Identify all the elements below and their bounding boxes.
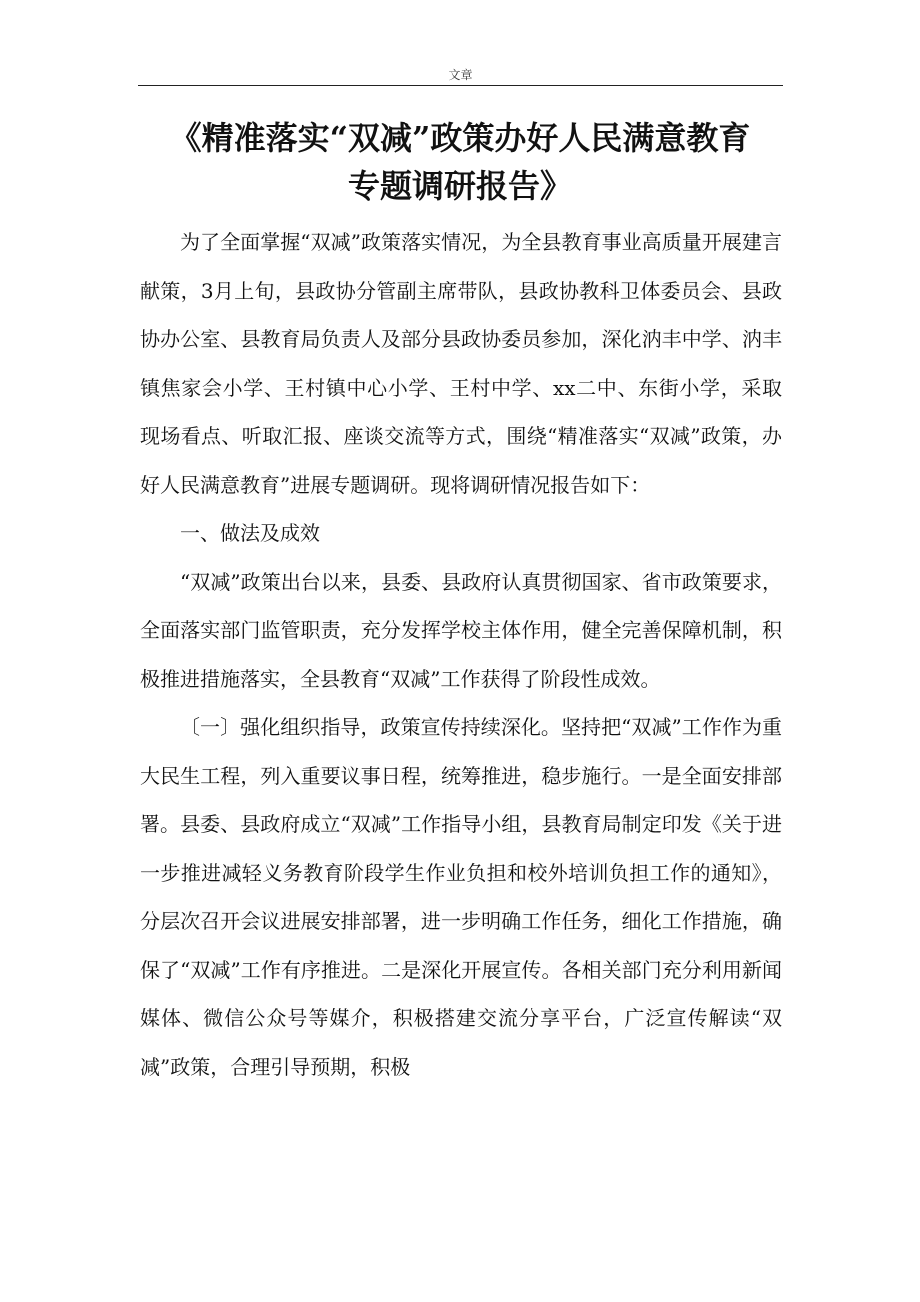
document-body — [140, 218, 782, 1091]
page-header: 文章 — [138, 66, 783, 86]
section-heading: 一、做法及成效 — [180, 521, 320, 545]
document-title — [100, 114, 820, 210]
title-line-1: 《精准落实“双减”政策办好人民满意教育 — [169, 119, 751, 157]
paragraph-subsection-1: 〔一〕强化组织指导，政策宣传持续深化。坚持把“双减”工作作为重大民生工程，列入重要议事日程，统筹推进，稳步施行。一是全面安排部署。县委、县政府成立“双减”工作指导小组，县教育局制定印发《关于进一步推进减轻义务教育阶段学生作业负担和校外培训负担工作的通知》，分层次召开会议进展安排部署，进一步明确工作任务，细化工作措施，确保了“双减”工作有序推进。二是深化开展宣传。各相关部门充分利用新闻媒体、微信公众号等媒介，积极搭建交流分享平台，广泛宣传解读“双减”政策，合理引导预期，积极 — [140, 715, 782, 1079]
paragraph-overview: “双减”政策出台以来，县委、县政府认真贯彻国家、省市政策要求，全面落实部门监管职责，充分发挥学校主体作用，健全完善保障机制，积极推进措施落实，全县教育“双减”工作获得了阶段性成效。 — [140, 569, 782, 691]
paragraph-intro: 为了全面掌握“双减”政策落实情况，为全县教育事业高质量开展建言献策，3月上旬，县政协分管副主席带队，县政协教科卫体委员会、县政协办公室、县教育局负责人及部分县政协委员参加，深化汭丰中学、汭丰镇焦家会小学、王村镇中心小学、王村中学、xx二中、东街小学，采取现场看点、听取汇报、座谈交流等方式，围绕“精准落实“双减”政策，办好人民满意教育”进展专题调研。现将调研情况报告如下： — [140, 230, 782, 497]
title-line-2: 专题调研报告》 — [347, 167, 572, 205]
